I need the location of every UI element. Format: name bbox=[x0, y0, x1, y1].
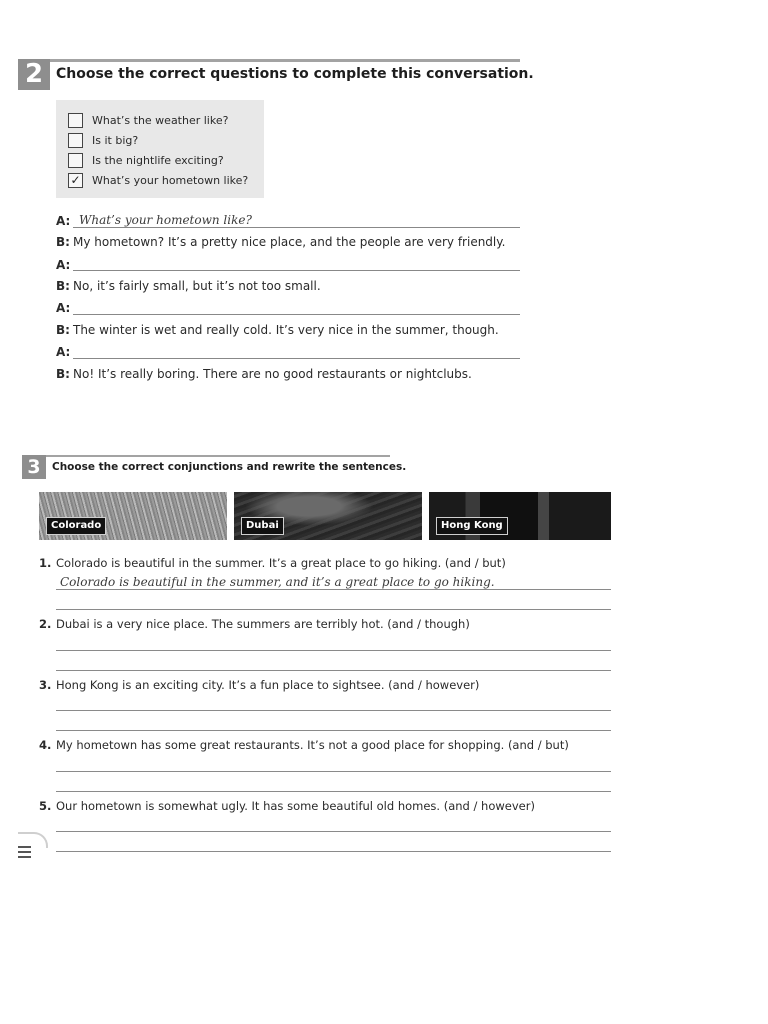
option-label: Is the nightlife exciting? bbox=[92, 154, 224, 167]
answer-line[interactable] bbox=[56, 730, 611, 731]
item-number: 4. bbox=[39, 738, 52, 752]
photo-colorado bbox=[39, 492, 227, 540]
dialogue-text: My hometown? It’s a pretty nice place, and the people are very friendly. bbox=[73, 235, 506, 249]
answer-line[interactable] bbox=[73, 358, 520, 359]
item-number: 2. bbox=[39, 617, 52, 631]
section-2-number: 2 bbox=[18, 59, 50, 90]
section-2-rule bbox=[18, 59, 520, 62]
speaker-label: B: bbox=[56, 323, 70, 337]
option-label: What’s the weather like? bbox=[92, 114, 229, 127]
checkbox[interactable] bbox=[68, 153, 83, 168]
item-text: Dubai is a very nice place. The summers are terribly hot. (and / though) bbox=[56, 617, 470, 631]
speaker-label: A: bbox=[56, 258, 71, 272]
answer-line[interactable] bbox=[73, 227, 520, 228]
answer-line[interactable] bbox=[56, 650, 611, 651]
section-2-title: Choose the correct questions to complete this conversation. bbox=[56, 66, 534, 82]
exercise-item-3 bbox=[39, 677, 479, 693]
answer-line[interactable] bbox=[56, 831, 611, 832]
dialogue-text: No! It’s really boring. There are no good restaurants or nightclubs. bbox=[73, 367, 472, 381]
speaker-label: A: bbox=[56, 345, 71, 359]
answer-line[interactable] bbox=[56, 609, 611, 610]
item-number: 5. bbox=[39, 799, 52, 813]
question-options-box bbox=[56, 100, 264, 198]
conversation-line-b4 bbox=[56, 366, 472, 382]
section-3-title: Choose the correct conjunctions and rewrite the sentences. bbox=[52, 461, 407, 473]
checkbox[interactable] bbox=[68, 133, 83, 148]
conversation-line-a2 bbox=[56, 257, 73, 273]
photo-hong-kong bbox=[429, 492, 611, 540]
photo-label: Hong Kong bbox=[436, 517, 508, 535]
conversation-line-b2 bbox=[56, 278, 321, 294]
answer-line[interactable] bbox=[56, 791, 611, 792]
photo-label: Dubai bbox=[241, 517, 284, 535]
answer-line[interactable] bbox=[56, 771, 611, 772]
exercise-item-4 bbox=[39, 737, 569, 753]
answer-line[interactable] bbox=[73, 314, 520, 315]
answer-line[interactable] bbox=[56, 710, 611, 711]
conversation-line-b1 bbox=[56, 234, 505, 250]
dialogue-text: No, it’s fairly small, but it’s not too small. bbox=[73, 279, 321, 293]
speaker-label: A: bbox=[56, 214, 71, 228]
photo-dubai bbox=[234, 492, 422, 540]
item-number: 3. bbox=[39, 678, 52, 692]
item-text: Our hometown is somewhat ugly. It has some beautiful old homes. (and / however) bbox=[56, 799, 535, 813]
item-text: Hong Kong is an exciting city. It’s a fun place to sightsee. (and / however) bbox=[56, 678, 480, 692]
exercise-item-5 bbox=[39, 798, 535, 814]
item-text: Colorado is beautiful in the summer. It’s a great place to go hiking. (and / but) bbox=[56, 556, 506, 570]
menu-icon[interactable] bbox=[18, 846, 31, 858]
checkbox[interactable] bbox=[68, 113, 83, 128]
item-text: My hometown has some great restaurants. It’s not a good place for shopping. (and / but) bbox=[56, 738, 569, 752]
item-number: 1. bbox=[39, 556, 52, 570]
section-3-rule bbox=[22, 455, 390, 457]
photo-label: Colorado bbox=[46, 517, 106, 535]
speaker-label: B: bbox=[56, 367, 70, 381]
dialogue-text: The winter is wet and really cold. It’s very nice in the summer, though. bbox=[73, 323, 499, 337]
conversation-line-a3 bbox=[56, 300, 73, 316]
section-3-number: 3 bbox=[22, 455, 46, 479]
exercise-item-2 bbox=[39, 616, 470, 632]
exercise-item-1 bbox=[39, 555, 506, 571]
speaker-label: B: bbox=[56, 279, 70, 293]
answer-line[interactable] bbox=[56, 851, 611, 852]
option-label: What’s your hometown like? bbox=[92, 174, 249, 187]
conversation-line-a4 bbox=[56, 344, 73, 360]
handwritten-answer: Colorado is beautiful in the summer, and it’s a great place to go hiking. bbox=[60, 575, 495, 589]
option-label: Is it big? bbox=[92, 134, 139, 147]
speaker-label: B: bbox=[56, 235, 70, 249]
answer-line[interactable] bbox=[56, 670, 611, 671]
answer-line[interactable] bbox=[73, 270, 520, 271]
conversation-line-b3 bbox=[56, 322, 499, 338]
answer-line[interactable] bbox=[56, 589, 611, 590]
conversation-line-a1 bbox=[56, 213, 73, 229]
speaker-label: A: bbox=[56, 301, 71, 315]
handwritten-answer: What’s your hometown like? bbox=[79, 213, 252, 227]
checkbox-checked[interactable]: ✓ bbox=[68, 173, 83, 188]
